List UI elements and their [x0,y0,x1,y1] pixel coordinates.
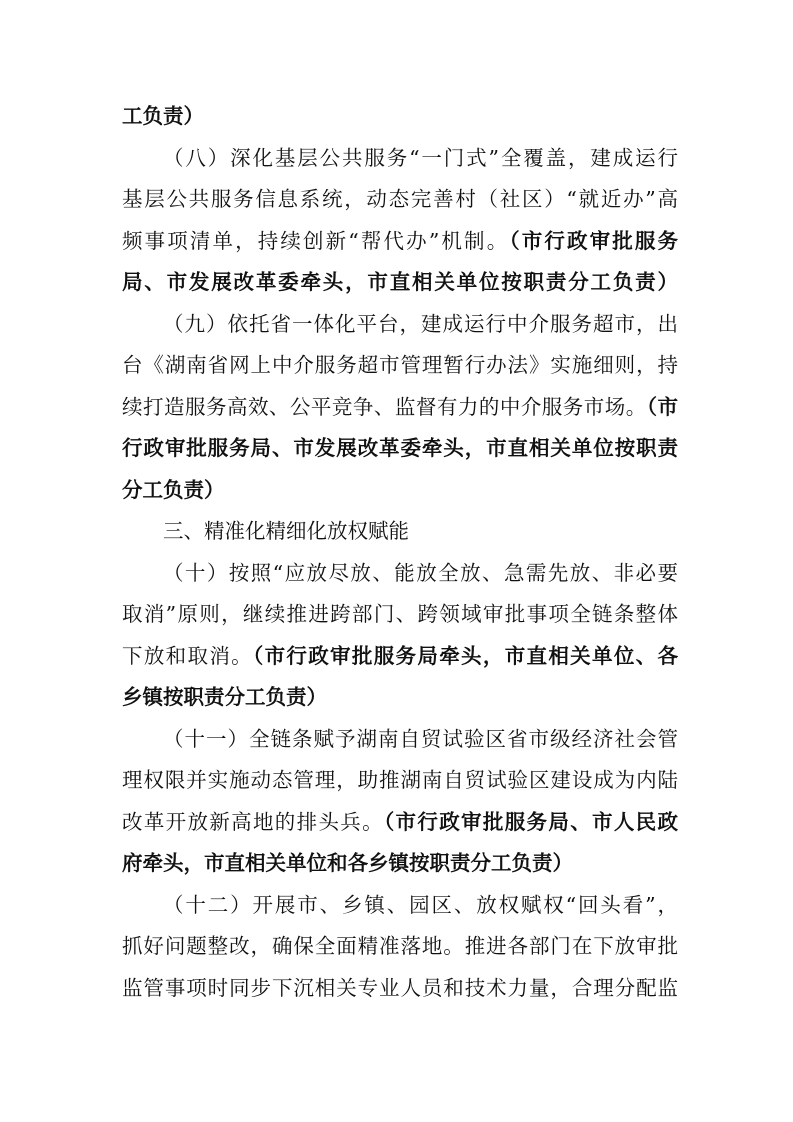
paragraph-line: （十二）开展市、乡镇、园区、放权赋权“回头看”， [163,892,678,917]
responsible-units-text: （市行政审批服务局牵头，市直相关单位、各 [252,643,678,668]
paragraph-line [122,641,678,671]
paragraph-line: （十一）全链条赋予湖南自贸试验区省市级经济社会管 [163,726,678,751]
paragraph-line: 理权限并实施动态管理，助推湖南自贸试验区建设成为内陆 [122,768,678,792]
section-heading: 三、精准化精细化放权赋能 [163,519,409,543]
paragraph-line: 抓好问题整改，确保全面精准落地。推进各部门在下放审批 [122,934,678,958]
responsible-units-text: （市 [646,394,678,419]
paragraph-line: （九）依托省一体化平台，建成运行中介服务超市，出 [163,311,678,336]
responsible-units-text: （市行政审批服务 [509,228,678,253]
body-text: 改革开放新高地的排头兵。 [122,809,384,834]
paragraph-line: 基层公共服务信息系统，动态完善村（社区）“就近办”高 [122,187,678,211]
paragraph-line: 局、市发展改革委牵头，市直相关单位按职责分工负责） [122,270,678,294]
paragraph-line [122,807,678,837]
paragraph-line: 监管事项时同步下沉相关专业人员和技术力量，合理分配监 [122,975,678,1000]
paragraph-line: 工负责） [122,104,204,128]
body-text: 下放和取消。 [122,643,253,668]
body-text: 续打造服务高效、公平竞争、监督有力的中介服务市场。 [122,394,647,419]
paragraph-line [122,392,678,422]
paragraph-line: 府牵头，市直相关单位和各乡镇按职责分工负责） [122,851,573,875]
paragraph-line: 分工负责） [122,477,225,502]
paragraph-line: （十）按照“应放尽放、能放全放、急需先放、非必要 [163,560,678,585]
paragraph-line: 行政审批服务局、市发展改革委牵头，市直相关单位按职责 [122,436,678,460]
responsible-units-text: （市行政审批服务局、市人民政 [383,809,678,834]
body-text: 频事项清单，持续创新“帮代办”机制。 [122,228,510,253]
paragraph-line: 台《湖南省网上中介服务超市管理暂行办法》实施细则，持 [122,353,678,377]
paragraph-line: （八）深化基层公共服务“一门式”全覆盖，建成运行 [163,145,678,170]
paragraph-line: 取消”原则，继续推进跨部门、跨领域审批事项全链条整体 [122,602,678,626]
paragraph-line: 乡镇按职责分工负责） [122,685,327,709]
paragraph-line [122,226,678,256]
